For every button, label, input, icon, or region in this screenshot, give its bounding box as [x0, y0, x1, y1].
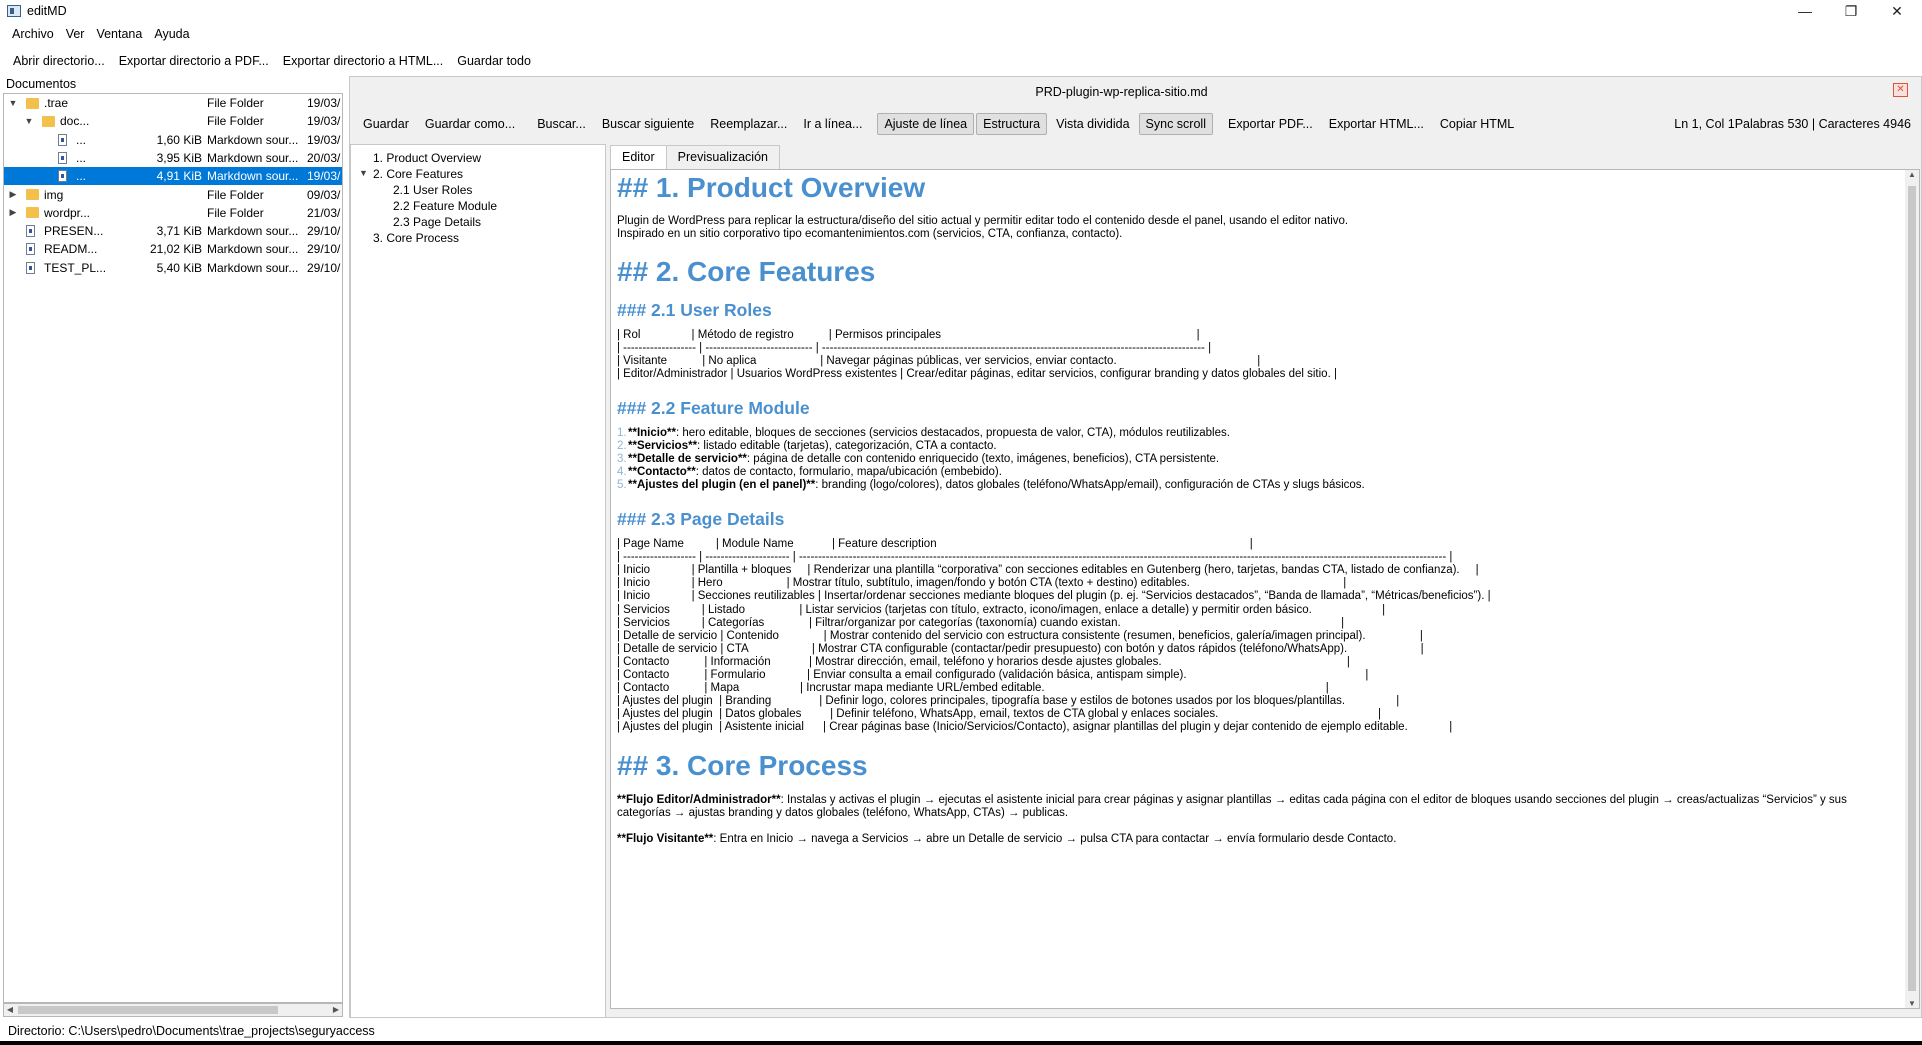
cursor-status: Ln 1, Col 1Palabras 530 | Caracteres 4946 [1674, 117, 1911, 131]
folder-icon [42, 116, 55, 127]
folder-icon [26, 189, 39, 200]
roles-table-line: | ------------------- | ---------------------------- | ---------------------------------------------------------------------------------------------------- | [617, 342, 1212, 355]
tree-item-size: 3,71 KiB [156, 224, 202, 239]
chevron-down-icon[interactable]: ▼ [24, 116, 34, 127]
scroll-up-icon[interactable]: ▲ [1908, 170, 1916, 179]
documents-label: Documentos [6, 77, 77, 91]
heading-page-details: ### 2.3 Page Details [617, 509, 785, 529]
editor-scrollbar-thumb[interactable] [1908, 186, 1916, 991]
process-editor-line-1 [617, 794, 1847, 806]
tree-item-type: Markdown sour... [207, 224, 299, 239]
tree-row[interactable] [4, 240, 342, 258]
file-icon [26, 262, 35, 274]
tree-item-date: 21/03/ [307, 205, 341, 220]
overview-line-2: Inspirado en un sitio corporativo tipo ecomantenimientos.com (servicios, CTA, confianza, contacto). [617, 228, 1123, 240]
tree-item-date: 19/03/ [307, 132, 341, 147]
tree-item-type: Markdown sour... [207, 132, 299, 147]
restore-icon[interactable]: ❐ [1844, 2, 1858, 19]
heading-user-roles: ### 2.1 User Roles [617, 300, 772, 320]
menu-ventana[interactable]: Ventana [96, 27, 143, 41]
export-directory-pdf-button[interactable]: Exportar directorio a PDF... [118, 54, 269, 68]
heading-product-overview: ## 1. Product Overview [617, 172, 926, 203]
scrollbar-thumb[interactable] [18, 1006, 278, 1014]
feature-module-item [617, 466, 1002, 478]
scroll-left-icon[interactable]: ◀ [6, 1005, 14, 1014]
heading-core-features: ## 2. Core Features [617, 256, 876, 287]
tree-item-name: READM... [44, 242, 98, 257]
tree-row[interactable] [4, 259, 342, 277]
tree-item-type: Markdown sour... [207, 242, 299, 257]
doc-tool-guardar[interactable]: Guardar [363, 117, 409, 131]
outline-item-label: 2.1 User Roles [393, 183, 473, 197]
outline-item[interactable] [393, 183, 472, 197]
file-tree-scrollbar[interactable] [3, 1003, 343, 1017]
page-details-line: | Inicio | Hero | Mostrar título, subtítulo, imagen/fondo y botón CTA (texto + destino) editables. | [617, 577, 1347, 590]
list-number: 1. [617, 427, 627, 439]
tree-item-name: ... [76, 150, 87, 165]
scroll-down-icon[interactable]: ▼ [1908, 999, 1916, 1008]
tree-item-name: PRESEN... [44, 224, 104, 239]
tree-item-name: doc... [60, 114, 90, 129]
bottom-edge [0, 1041, 1922, 1045]
tree-item-name: wordpr... [44, 205, 91, 220]
process-editor-label: **Flujo Editor/Administrador** [617, 794, 781, 806]
tree-item-type: File Folder [207, 114, 264, 129]
doc-tool-buscar[interactable]: Buscar... [537, 117, 586, 131]
menu-archivo[interactable]: Archivo [12, 27, 54, 41]
chevron-right-icon[interactable]: ▶ [9, 189, 17, 199]
outline-item[interactable] [393, 215, 481, 229]
feature-module-text: : listado editable (tarjetas), categorización, CTA a contacto. [697, 440, 997, 453]
outline-item-label: 2.3 Page Details [393, 215, 482, 229]
page-details-line: | Servicios | Listado | Listar servicios (tarjetas con título, extracto, icono/imagen, enlace a detalle) y permitir orden básico. | [617, 603, 1386, 616]
menu-ver[interactable]: Ver [65, 27, 85, 41]
page-details-line: | Ajustes del plugin | Asistente inicial | Crear páginas base (Inicio/Servicios/Contacto), asignar plantillas del plugin y dejar contenido de ejemplo editable. | [617, 721, 1453, 734]
close-document-icon[interactable]: ✕ [1893, 83, 1908, 97]
tree-item-type: Markdown sour... [207, 150, 299, 165]
tree-item-type: File Folder [207, 205, 264, 220]
document-title: PRD-plugin-wp-replica-sitio.md [1035, 85, 1208, 99]
outline-item[interactable] [359, 167, 464, 181]
feature-module-item [617, 427, 1230, 439]
app-icon [7, 5, 21, 17]
page-details-line: | Contacto | Formulario | Enviar consulta a email configurado (validación básica, antispam simple). | [617, 669, 1369, 681]
file-icon [58, 170, 67, 182]
list-number: 2. [617, 440, 627, 453]
feature-module-label: **Ajustes del plugin (en el panel)** [628, 479, 816, 492]
feature-module-item [617, 440, 997, 452]
feature-module-text: : datos de contacto, formulario, mapa/ubicación (embebido). [695, 466, 1002, 479]
doc-tool-ir-a-línea[interactable]: Ir a línea... [803, 117, 863, 131]
page-details-line: | Ajustes del plugin | Branding | Definir logo, colores principales, tipografía base y estilos de botones usados por los bloques/plantillas. | [617, 695, 1400, 708]
scroll-right-icon[interactable]: ▶ [332, 1005, 340, 1014]
tree-item-size: 5,40 KiB [156, 260, 202, 275]
chevron-right-icon[interactable]: ▶ [9, 207, 17, 218]
file-icon [26, 243, 35, 255]
doc-tool-reemplazar[interactable]: Reemplazar... [710, 117, 788, 131]
tree-row[interactable] [4, 149, 342, 167]
tree-item-name: ... [76, 169, 87, 184]
tree-item-size: 3,95 KiB [156, 150, 202, 165]
markdown-editor[interactable] [610, 169, 1920, 1009]
feature-module-label: **Detalle de servicio** [628, 453, 747, 466]
feature-module-text: : hero editable, bloques de secciones (servicios destacados, propuesta de valor, CTA), módulos reutilizables. [675, 427, 1230, 439]
feature-module-label: **Contacto** [628, 466, 696, 479]
heading-core-process: ## 3. Core Process [617, 750, 868, 781]
doc-tool-exportar-html[interactable]: Exportar HTML... [1328, 117, 1424, 131]
close-window-icon[interactable]: ✕ [1891, 2, 1903, 19]
doc-tool-ajuste-de-línea[interactable]: Ajuste de línea [877, 113, 974, 135]
chevron-down-icon[interactable]: ▼ [359, 168, 368, 178]
tree-item-date: 19/03/ [307, 169, 341, 184]
save-all-button[interactable]: Guardar todo [457, 54, 531, 68]
page-details-line: | Detalle de servicio | CTA | Mostrar CTA configurable (contactar/pedir presupuesto) con botón y datos rápidos (teléfono/WhatsApp). | [617, 642, 1424, 655]
doc-tool-sync-scroll[interactable]: Sync scroll [1139, 113, 1213, 135]
menu-ayuda[interactable]: Ayuda [154, 27, 190, 41]
document-toolbar [350, 112, 1523, 136]
process-visitor-label: **Flujo Visitante** [617, 833, 714, 845]
folder-icon [26, 207, 39, 218]
outline-item[interactable] [373, 151, 481, 165]
feature-module-text: : página de detalle con contenido enriquecido (texto, imágenes, beneficios), CTA persistente. [746, 453, 1220, 466]
doc-tool-buscar-siguiente[interactable]: Buscar siguiente [601, 117, 695, 131]
open-directory-button[interactable]: Abrir directorio... [13, 54, 105, 68]
tree-item-date: 19/03/ [307, 114, 341, 129]
tree-item-type: File Folder [207, 187, 264, 202]
menu-bar [0, 24, 196, 44]
outline-item-label: 2.2 Feature Module [393, 199, 498, 213]
tree-item-date: 29/10/ [307, 260, 341, 275]
tree-item-date: 09/03/ [307, 187, 341, 202]
tree-item-name: ... [76, 132, 87, 147]
process-editor-line-2: categorías → ajustas branding y datos globales (teléfono, WhatsApp, CTAs) → publicas. [617, 807, 1069, 819]
process-visitor-text: : Entra en Inicio → navega a Servicios → abre un Detalle de servicio → pulsa CTA para contactar → envía formulario desde Contacto. [713, 833, 1397, 845]
tree-item-name: .trae [44, 96, 69, 110]
doc-tool-guardar-como[interactable]: Guardar como... [424, 117, 516, 131]
doc-tool-copiar-html[interactable]: Copiar HTML [1439, 117, 1515, 131]
editor-tabs [610, 145, 779, 169]
tree-row[interactable] [4, 94, 342, 112]
minimize-icon[interactable]: — [1798, 3, 1812, 19]
page-details-line: | Contacto | Mapa | Incrustar mapa mediante URL/embed editable. | [617, 682, 1329, 695]
tree-item-size: 4,91 KiB [156, 169, 202, 184]
doc-tool-estructura[interactable]: Estructura [976, 113, 1047, 135]
tree-item-type: File Folder [207, 96, 264, 110]
main-toolbar [0, 48, 1922, 74]
page-details-line: | ------------------- | ---------------------- | ------------------------------------------------------------------------------------------------------------------------------------------------------------------------- | [617, 551, 1453, 564]
tab-editor[interactable]: Editor [610, 145, 667, 169]
tree-item-name: img [44, 187, 64, 202]
tree-row[interactable] [4, 204, 342, 222]
roles-table-line: | Rol | Método de registro | Permisos principales | [617, 329, 1200, 341]
chevron-down-icon[interactable]: ▼ [8, 98, 18, 108]
tree-row[interactable] [4, 186, 342, 204]
roles-table-line: | Visitante | No aplica | Navegar páginas públicas, ver servicios, enviar contacto. | [617, 355, 1261, 368]
outline-item[interactable] [393, 199, 497, 213]
title-bar [0, 0, 1922, 22]
file-icon [58, 134, 67, 146]
editor-scrollbar[interactable] [1905, 170, 1919, 1008]
tree-item-size: 21,02 KiB [149, 242, 202, 257]
process-visitor-line [617, 833, 1396, 845]
outline-item-label: 2. Core Features [373, 167, 464, 181]
tree-item-size: 1,60 KiB [156, 132, 202, 147]
heading-feature-module: ### 2.2 Feature Module [617, 398, 810, 418]
doc-tool-exportar-pdf[interactable]: Exportar PDF... [1227, 117, 1313, 131]
folder-icon [26, 98, 39, 109]
feature-module-label: **Servicios** [628, 440, 698, 453]
tree-row[interactable] [4, 131, 342, 149]
tree-item-date: 29/10/ [307, 224, 341, 239]
list-number: 5. [617, 479, 627, 492]
window-title: editMD [27, 4, 67, 18]
tree-row[interactable] [4, 222, 342, 240]
roles-table-line: | Editor/Administrador | Usuarios WordPress existentes | Crear/editar páginas, editar servicios, configurar branding y datos globales del sitio. | [617, 368, 1337, 381]
page-details-line: | Page Name | Module Name | Feature description | [617, 538, 1253, 550]
file-tree[interactable] [3, 93, 343, 1003]
tree-item-date: 19/03/ [307, 96, 341, 110]
tree-item-type: Markdown sour... [207, 169, 299, 184]
outline-panel[interactable] [350, 144, 606, 1018]
page-details-line: | Inicio | Secciones reutilizables | Insertar/ordenar secciones mediante bloques del plugin (p. ej. “Servicios destacados”, “Banda de llamada”, “Métricas/beneficios”). | [617, 590, 1491, 603]
outline-item-label: 3. Core Process [373, 231, 460, 245]
feature-module-label: **Inicio** [628, 427, 676, 439]
feature-module-item [617, 453, 1219, 465]
page-details-line: | Contacto | Información | Mostrar dirección, email, teléfono y horarios desde ajustes globales. | [617, 655, 1350, 668]
page-details-line: | Ajustes del plugin | Datos globales | Definir teléfono, WhatsApp, email, textos de CTA global y enlaces sociales. | [617, 708, 1382, 721]
outline-item-label: 1. Product Overview [373, 151, 482, 165]
page-details-line: | Inicio | Plantilla + bloques | Renderizar una plantilla “corporativa” con secciones editables en Gutenberg (hero, tarjetas, bandas CTA, listado de confianza). | [617, 564, 1479, 577]
overview-line-1: Plugin de WordPress para replicar la estructura/diseño del sitio actual y permitir editar todo el contenido desde el panel, usando el editor nativo. [617, 215, 1349, 227]
file-icon [26, 225, 35, 237]
page-details-line: | Servicios | Categorías | Filtrar/organizar por categorías (taxonomía) cuando existan. | [617, 616, 1345, 629]
tree-item-date: 29/10/ [307, 242, 341, 257]
list-number: 3. [617, 453, 627, 466]
feature-module-item [617, 479, 1365, 491]
tree-row[interactable] [4, 167, 342, 185]
list-number: 4. [617, 466, 627, 479]
doc-tool-vista-dividida[interactable]: Vista dividida [1056, 117, 1130, 131]
tab-preview[interactable]: Previsualización [666, 145, 780, 169]
outline-item[interactable] [373, 231, 459, 245]
export-directory-html-button[interactable]: Exportar directorio a HTML... [282, 54, 444, 68]
status-bar: Directorio: C:\Users\pedro\Documents\trae_projects\seguryaccess [8, 1024, 375, 1038]
tree-item-type: Markdown sour... [207, 260, 299, 275]
tree-item-name: TEST_PL... [44, 260, 107, 275]
tree-item-date: 20/03/ [307, 150, 341, 165]
file-icon [58, 152, 67, 164]
document-panel [349, 76, 1922, 1018]
page-details-line: | Detalle de servicio | Contenido | Mostrar contenido del servicio con estructura consistente (resumen, beneficios, galería/imagen principal). | [617, 629, 1423, 642]
feature-module-text: : branding (logo/colores), datos globales (teléfono/WhatsApp/email), configuración de CTAs y slugs básicos. [815, 479, 1365, 492]
tree-row[interactable] [4, 112, 342, 130]
process-editor-text: : Instalas y activas el plugin → ejecutas el asistente inicial para crear páginas y asignar plantillas → editas cada página con el editor de bloques usando secciones del plugin → creas/actualizas “Servicios” y sus [780, 794, 1847, 806]
